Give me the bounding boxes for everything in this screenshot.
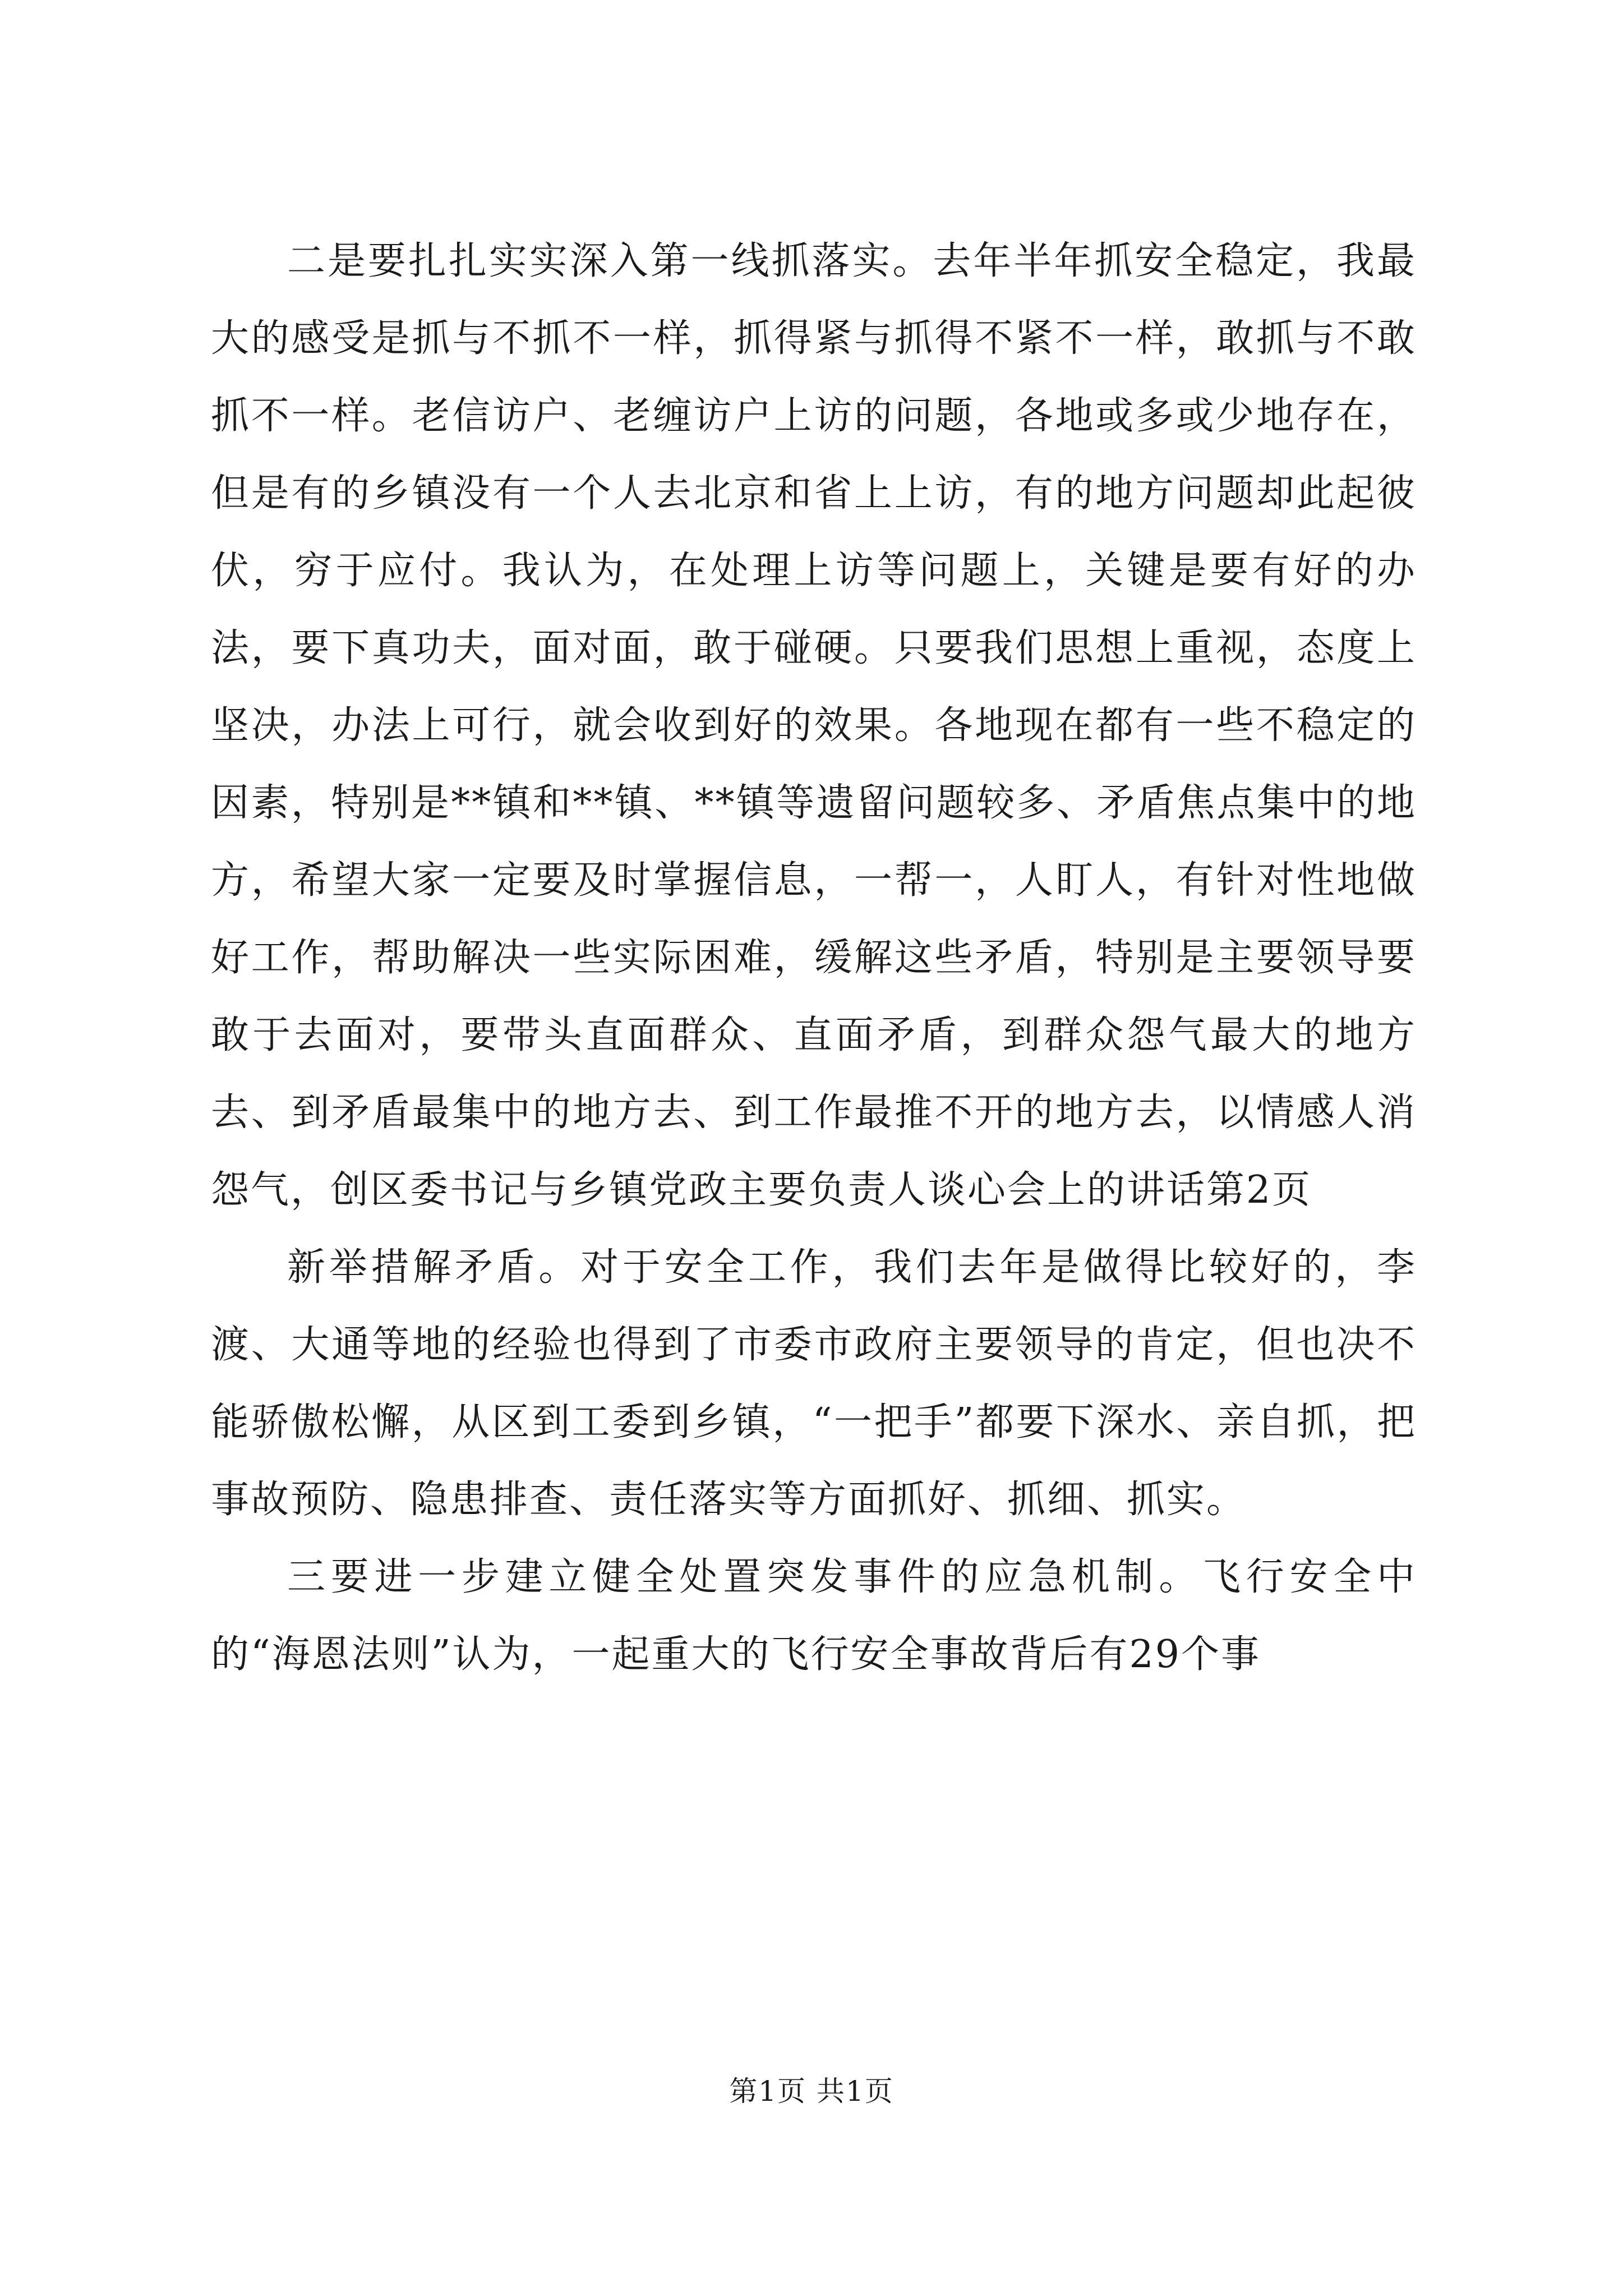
body-text xyxy=(211,223,1417,1694)
paragraph-2: 新举措解矛盾。对于安全工作，我们去年是做得比较好的，李渡、大通等地的经验也得到了市委市政府主要领导的肯定，但也决不能骄傲松懈，从区到工委到乡镇，“一把手”都要下深水、亲自抓，把事故预防、隐患排查、责任落实等方面抓好、抓细、抓实。 xyxy=(211,1245,1417,1522)
page-footer: 第1页 共1页 xyxy=(729,2075,894,2108)
paragraph-1: 二是要扎扎实实深入第一线抓落实。去年半年抓安全稳定，我最大的感受是抓与不抓不一样，抓得紧与抓得不紧不一样，敢抓与不敢抓不一样。老信访户、老缠访户上访的问题，各地或多或少地存在，但是有的乡镇没有一个人去北京和省上上访，有的地方问题却此起彼伏，穷于应付。我认为，在处理上访等问题上，关键是要有好的办法，要下真功夫，面对面，敢于碰硬。只要我们思想上重视，态度上坚决，办法上可行，就会收到好的效果。各地现在都有一些不稳定的因素，特别是**镇和**镇、**镇等遗留问题较多、矛盾焦点集中的地方，希望大家一定要及时掌握信息，一帮一，人盯人，有针对性地做好工作，帮助解决一些实际困难，缓解这些矛盾，特别是主要领导要敢于去面对，要带头直面群众、直面矛盾，到群众怨气最大的地方去、到矛盾最集中的地方去、到工作最推不开的地方去，以情感人消怨气，创区委书记与乡镇党政主要负责人谈心会上的讲话第2页 xyxy=(211,239,1417,1212)
paragraph-3: 三要进一步建立健全处置突发事件的应急机制。飞行安全中的“海恩法则”认为，一起重大的飞行安全事故背后有29个事 xyxy=(211,1555,1417,1677)
